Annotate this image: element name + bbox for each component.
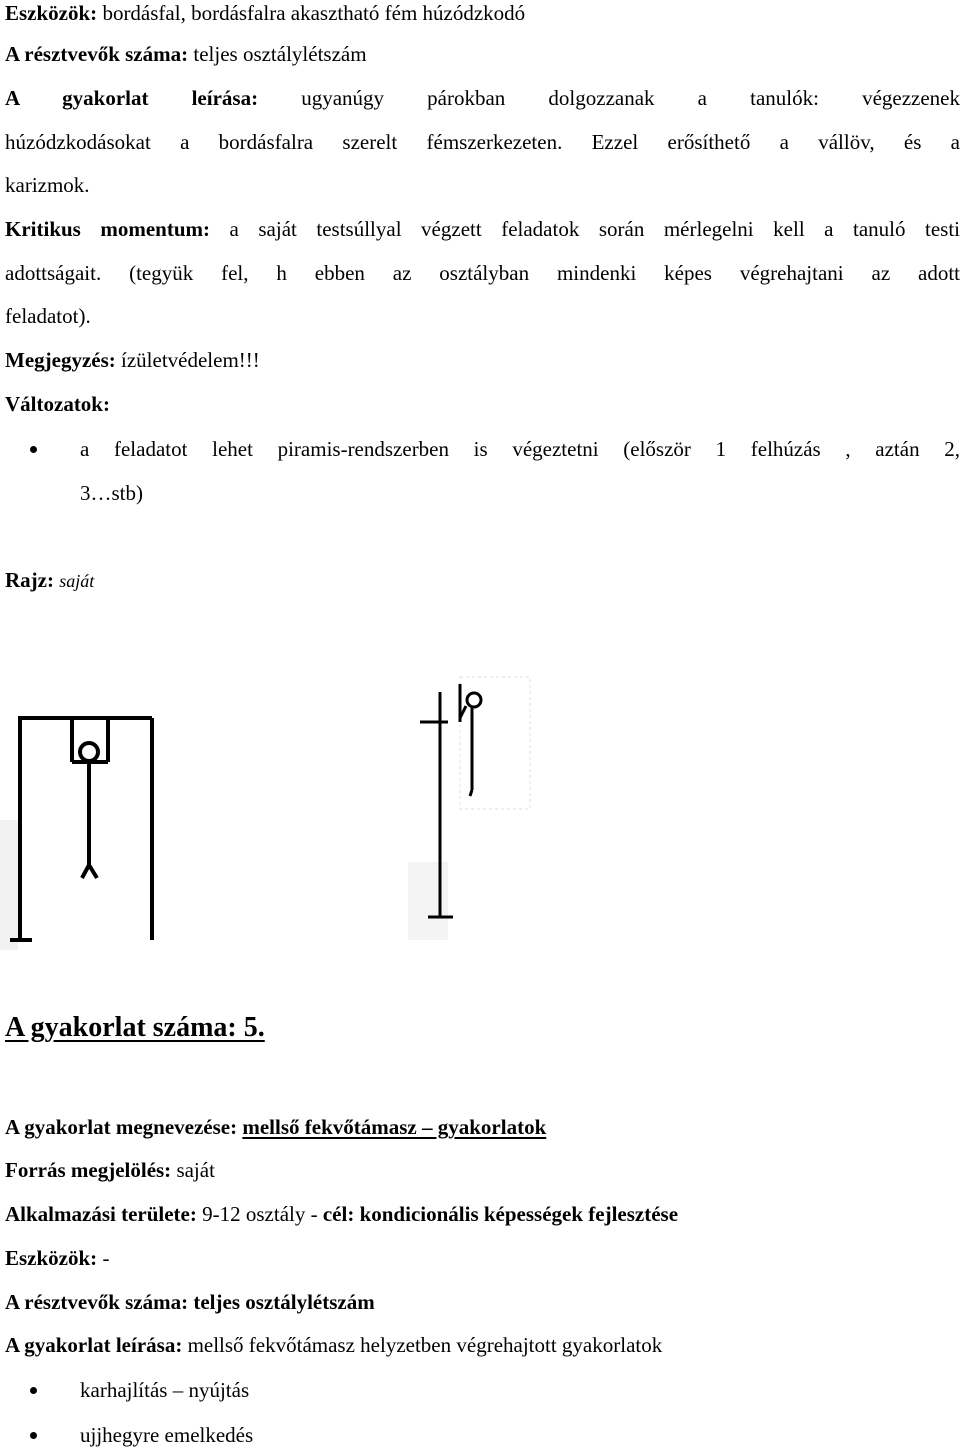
eszkozok2-label: Eszközök: <box>5 1246 98 1270</box>
pullup-drawing-side-icon <box>408 672 538 944</box>
list-item: ujjhegyre emelkedés <box>80 1423 254 1447</box>
rajz-label: Rajz: <box>5 568 54 592</box>
eszkozok-line <box>5 0 960 26</box>
kritikus-line-3: feladatot). <box>5 304 91 328</box>
bullet-dot-icon <box>30 1387 37 1394</box>
megjegyzes-label: Megjegyzés: <box>5 348 116 372</box>
alkalmazasi-label: Alkalmazási területe: <box>5 1202 197 1226</box>
cel-label: cél: kondicionális képességek fejlesztése <box>322 1202 679 1226</box>
leiras-line-3: karizmok. <box>5 173 90 197</box>
resztvevok-value: teljes osztálylétszám <box>193 42 367 66</box>
megnevezes-value: mellső fekvőtámasz – gyakorlatok <box>242 1115 547 1139</box>
resztvevok-line <box>5 41 960 67</box>
valtozat-line-1: a feladatot lehet piramis-rendszerben is végeztetni (először 1 felhúzás , aztán 2, <box>80 437 960 461</box>
bullet-dot-icon <box>30 1432 37 1439</box>
bullet-dot-icon <box>30 446 37 453</box>
forras-value: saját <box>176 1158 215 1182</box>
megjegyzes-value: ízületvédelem!!! <box>121 348 260 372</box>
alkalmazasi-line <box>5 1201 960 1227</box>
leiras-line-1 <box>5 85 960 111</box>
list-item: karhajlítás – nyújtás <box>80 1378 250 1402</box>
leiras-line-2: húzódzkodásokat a bordásfalra szerelt fémszerkezeten. Ezzel erősíthető a vállöv, és a <box>5 130 960 154</box>
kritikus-label: Kritikus momentum: <box>5 217 211 241</box>
alkalmazasi-value: 9-12 osztály - <box>202 1202 318 1226</box>
megjegyzes-line <box>5 347 960 373</box>
forras-line <box>5 1157 960 1183</box>
rajz-line <box>5 567 960 594</box>
leiras2-value: mellső fekvőtámasz helyzetben végrehajtott gyakorlatok <box>187 1333 663 1357</box>
leiras2-line <box>5 1332 960 1358</box>
resztvevok2-line: A résztvevők száma: teljes osztálylétszám <box>5 1290 375 1314</box>
megnevezes-label: A gyakorlat megnevezése: <box>5 1115 238 1139</box>
eszkozok-value: bordásfal, bordásfalra akasztható fém húzódzkodó <box>102 1 526 25</box>
kritikus-line-1 <box>5 216 960 242</box>
eszkozok-label: Eszközök: <box>5 1 98 25</box>
valtozat-line-2: 3…stb) <box>80 481 143 505</box>
rajz-value: saját <box>59 571 95 591</box>
resztvevok-label: A résztvevők száma: <box>5 42 189 66</box>
pullup-drawing-front-icon <box>0 700 170 955</box>
forras-label: Forrás megjelölés: <box>5 1158 172 1182</box>
kritikus-line-2: adottságait. (tegyük fel, h ebben az osztályban mindenki képes végrehajtani az adott <box>5 261 960 285</box>
gyakorlat-szama-heading: A gyakorlat száma: 5. <box>5 1012 265 1043</box>
megnevezes-line <box>5 1114 960 1140</box>
leiras-label: A gyakorlat leírása: <box>5 86 259 110</box>
eszkozok2-line <box>5 1245 960 1271</box>
kritikus-text-1: a saját testsúllyal végzett feladatok során mérlegelni kell a tanuló testi <box>229 217 960 241</box>
leiras-text-1: ugyanúgy párokban dolgozzanak a tanulók: végezzenek <box>301 86 960 110</box>
valtozatok-label: Változatok: <box>5 392 110 416</box>
leiras2-label: A gyakorlat leírása: <box>5 1333 183 1357</box>
eszkozok2-value: - <box>102 1246 110 1270</box>
